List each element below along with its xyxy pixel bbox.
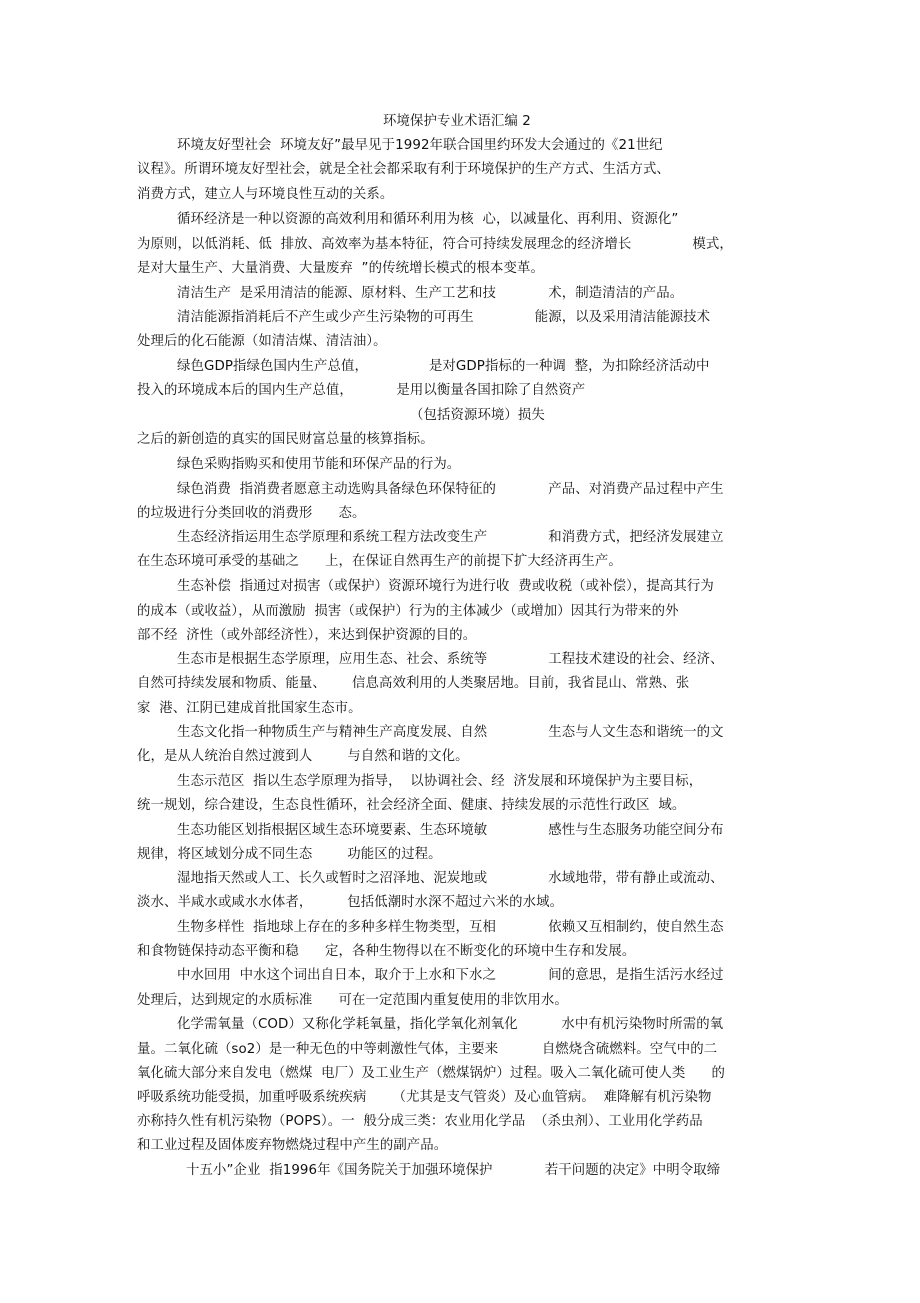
text-line: 循环经济是一种以资源的高效利用和循环利用为核 心，以减量化、再利用、资源化” (177, 212, 679, 227)
text-line: 湿地指天然或人工、长久或暂时之沼泽地、泥炭地或 水域地带，带有静止或流动、 (177, 871, 724, 886)
text-line: 生态功能区划指根据区域生态环境要素、生态环境敏 感性与生态服务功能空间分布 (177, 823, 724, 838)
text-line: 亦称持久性有机污染物（POPS）。一 般分成三类：农业用化学品 （杀虫剂）、工业用化学药品 (137, 1114, 703, 1129)
text-line: 绿色消费 指消费者愿意主动选购具备绿色环保特征的 产品、对消费产品过程中产生 (177, 482, 724, 497)
text-line: 量。二氧化硫（so2）是一种无色的中等刺激性气体，主要来 自燃烧含硫燃料。空气中的二 (137, 1042, 718, 1057)
text-line: 处理后的化石能源（如清洁煤、清洁油）。 (137, 334, 387, 349)
text-line: 生态文化指一种物质生产与精神生产高度发展、自然 生态与人文生态和谐统一的文 (177, 725, 724, 740)
text-line: 中水回用 中水这个词出自日本，取介于上水和下水之 间的意思，是指生活污水经过 (177, 968, 724, 983)
text-line: 投入的环境成本后的国内生产总值， 是用以衡量各国扣除了自然资产 (137, 383, 586, 398)
text-line: 生态补偿 指通过对损害（或保护）资源环境行为进行收 费或收税（或补偿），提高其行为 (177, 579, 714, 594)
text-line: 化，是从人统治自然过渡到人 与自然和谐的文化。 (137, 749, 469, 764)
text-line: 生物多样性 指地球上存在的多种多样生物类型，互相 依赖又互相制约，使自然生态 (177, 920, 724, 935)
text-line: 十五小”企业 指1996年《国务院关于加强环境保护 若干问题的决定》中明令取缔 (186, 1163, 721, 1178)
text-line: （包括资源环境）损失 (410, 408, 545, 423)
text-line: 在生态环境可承受的基础之 上，在保证自然再生产的前提下扩大经济再生产。 (137, 554, 622, 569)
text-line: 之后的新创造的真实的国民财富总量的核算指标。 (137, 432, 434, 447)
text-line: 生态示范区 指以生态学原理为指导， 以协调社会、经 济发展和环境保护为主要目标， (177, 774, 703, 789)
text-line: 部不经 济性（或外部经济性），来达到保护资源的目的。 (137, 628, 477, 643)
text-line: 统一规划，综合建设，生态良性循环，社会经济全面、健康、持续发展的示范性行政区 域。 (137, 798, 686, 813)
text-line: 处理后，达到规定的水质标准 可在一定范围内重复使用的非饮用水。 (137, 993, 568, 1008)
text-line: 议程》。所谓环境友好型社会，就是全社会都采取有利于环境保护的生产方式、生活方式、 (137, 162, 670, 177)
text-line: 生态经济指运用生态学原理和系统工程方法改变生产 和消费方式，把经济发展建立 (177, 530, 724, 545)
text-line: 和工业过程及固体废弃物燃烧过程中产生的副产品。 (137, 1138, 448, 1153)
text-line: 清洁能源指消耗后不产生或少产生污染物的可再生 能源，以及采用清洁能源技术 (177, 310, 711, 325)
text-line: 环境友好型社会 环境友好”最早见于1992年联合国里约环发大会通过的《21世纪 (177, 138, 663, 153)
text-line: 绿色GDP指绿色国内生产总值， 是对GDP指标的一种调 整，为扣除经济活动中 (177, 359, 710, 374)
text-line: 为原则，以低消耗、低 排放、高效率为基本特征，符合可持续发展理念的经济增长 模式， (137, 237, 733, 252)
text-line: 自然可持续发展和物质、能量、 信息高效利用的人类聚居地。目前，我省昆山、常熟、张 (137, 676, 690, 691)
text-line: 绿色采购指购买和使用节能和环保产品的行为。 (177, 457, 461, 472)
text-line: 家 港、江阴已建成首批国家生态市。 (137, 701, 362, 716)
text-line: 淡水、半咸水或咸水水体者， 包括低潮时水深不超过六米的水域。 (137, 895, 564, 910)
text-line: 规律，将区域划分成不同生态 功能区的过程。 (137, 847, 442, 862)
text-line: 的成本（或收益），从而激励 损害（或保护）行为的主体减少（或增加）因其行为带来的外 (137, 604, 679, 619)
text-line: 是对大量生产、大量消费、大量废弃 ”的传统增长模式的根本变革。 (137, 261, 544, 276)
text-line: 呼吸系统功能受损，加重呼吸系统疾病 （尤其是支气管炎）及心血管病。 难降解有机污染物 (137, 1090, 712, 1105)
text-line: 生态市是根据生态学原理，应用生态、社会、系统等 工程技术建设的社会、经济、 (177, 652, 724, 667)
text-line: 清洁生产 是采用清洁的能源、原材料、生产工艺和技 术，制造清洁的产品。 (177, 286, 684, 301)
document-title: 环境保护专业术语汇编 2 (383, 114, 531, 129)
text-line: 化学需氧量（COD）又称化学耗氧量，指化学氧化剂氧化 水中有机污染物时所需的氧 (177, 1017, 724, 1032)
text-line: 的垃圾进行分类回收的消费形 态。 (137, 506, 366, 521)
text-line: 消费方式，建立人与环境良性互动的关系。 (137, 187, 394, 202)
text-line: 氧化硫大部分来自发电（燃煤 电厂）及工业生产（燃煤锅炉）过程。吸入二氧化硫可使人类 的 (137, 1066, 725, 1081)
text-line: 和食物链保持动态平衡和稳 定，各种生物得以在不断变化的环境中生存和发展。 (137, 944, 636, 959)
